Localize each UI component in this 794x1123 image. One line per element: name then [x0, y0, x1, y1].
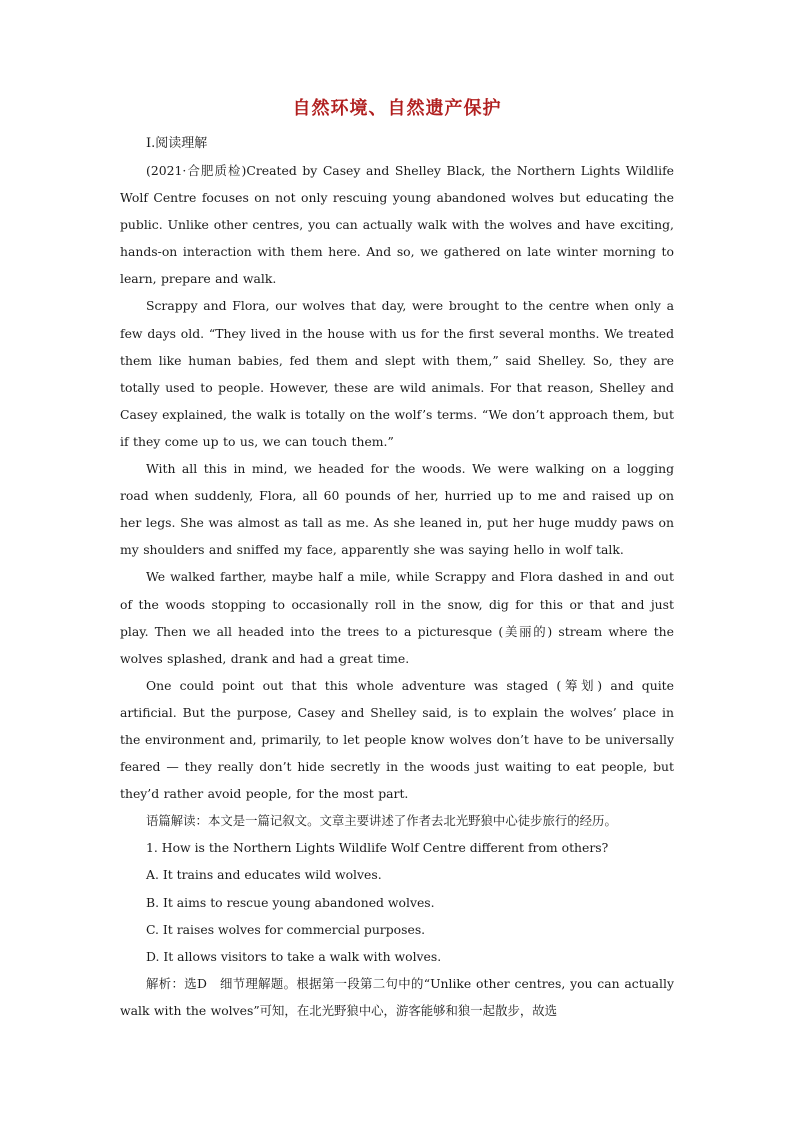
- passage-paragraph-3: With all this in mind, we headed for the woods. We were walking on a logging road when suddenly, Flora, all 60 pounds of her, hurried up to me and raised up on her legs. She was almost as tall as me. As she leaned in, put her huge muddy paws on my shoulders and sniffed my face, apparently she was saying hello in wolf talk.: [120, 461, 674, 558]
- answer-analysis: 解析：选D 细节理解题。根据第一段第二句中的“Unlike other centres, you can actually walk with the wolves”可知，在北光野狼中心，游客能够和狼一起散步，故选: [120, 975, 674, 1018]
- question-option-a: A. It trains and educates wild wolves.: [146, 867, 382, 883]
- page-title: 自然环境、自然遗产保护: [292, 98, 502, 119]
- passage-paragraph-1: (2021·合肥质检)Created by Casey and Shelley Black, the Northern Lights Wildlife Wolf Centre focuses on not only rescuing young abandoned wolves but educating the public. Unlike other centres, you can actually walk with the wolves and have exciting, hands-on interaction with them here. And so, we gathered on late winter morning to learn, prepare and walk.: [120, 163, 674, 287]
- passage-paragraph-2: Scrappy and Flora, our wolves that day, were brought to the centre when only a few days old. “They lived in the house with us for the first several months. We treated them like human babies, fed them and slept with them,” said Shelley. So, they are totally used to people. However, these are wild animals. For that reason, Shelley and Casey explained, the walk is totally on the wolf’s terms. “We don’t approach them, but if they come up to us, we can touch them.”: [120, 298, 674, 449]
- question-option-d: D. It allows visitors to take a walk with wolves.: [146, 948, 442, 964]
- question-option-c: C. It raises wolves for commercial purposes.: [146, 921, 426, 937]
- question-stem: 1. How is the Northern Lights Wildlife Wolf Centre different from others?: [146, 840, 609, 856]
- passage-paragraph-4: We walked farther, maybe half a mile, while Scrappy and Flora dashed in and out of the woods stopping to occasionally roll in the snow, dig for this or that and just play. Then we all headed into the trees to a picturesque (美丽的) stream where the wolves splashed, drank and had a great time.: [120, 569, 674, 666]
- question-option-b: B. It aims to rescue young abandoned wolves.: [146, 894, 435, 910]
- passage-paragraph-5: One could point out that this whole adventure was staged (筹划) and quite artificial. But the purpose, Casey and Shelley said, is to explain the wolves’ place in the environment and, primarily, to let people know wolves don’t have to be universally feared — they really don’t hide secretly in the woods just waiting to eat people, but they’d rather avoid people, for the most part.: [120, 677, 674, 802]
- document-page: [120, 96, 674, 1024]
- section-heading: Ⅰ.阅读理解: [146, 136, 208, 151]
- passage-summary: 语篇解读：本文是一篇记叙文。文章主要讲述了作者去北光野狼中心徒步旅行的经历。: [146, 813, 617, 829]
